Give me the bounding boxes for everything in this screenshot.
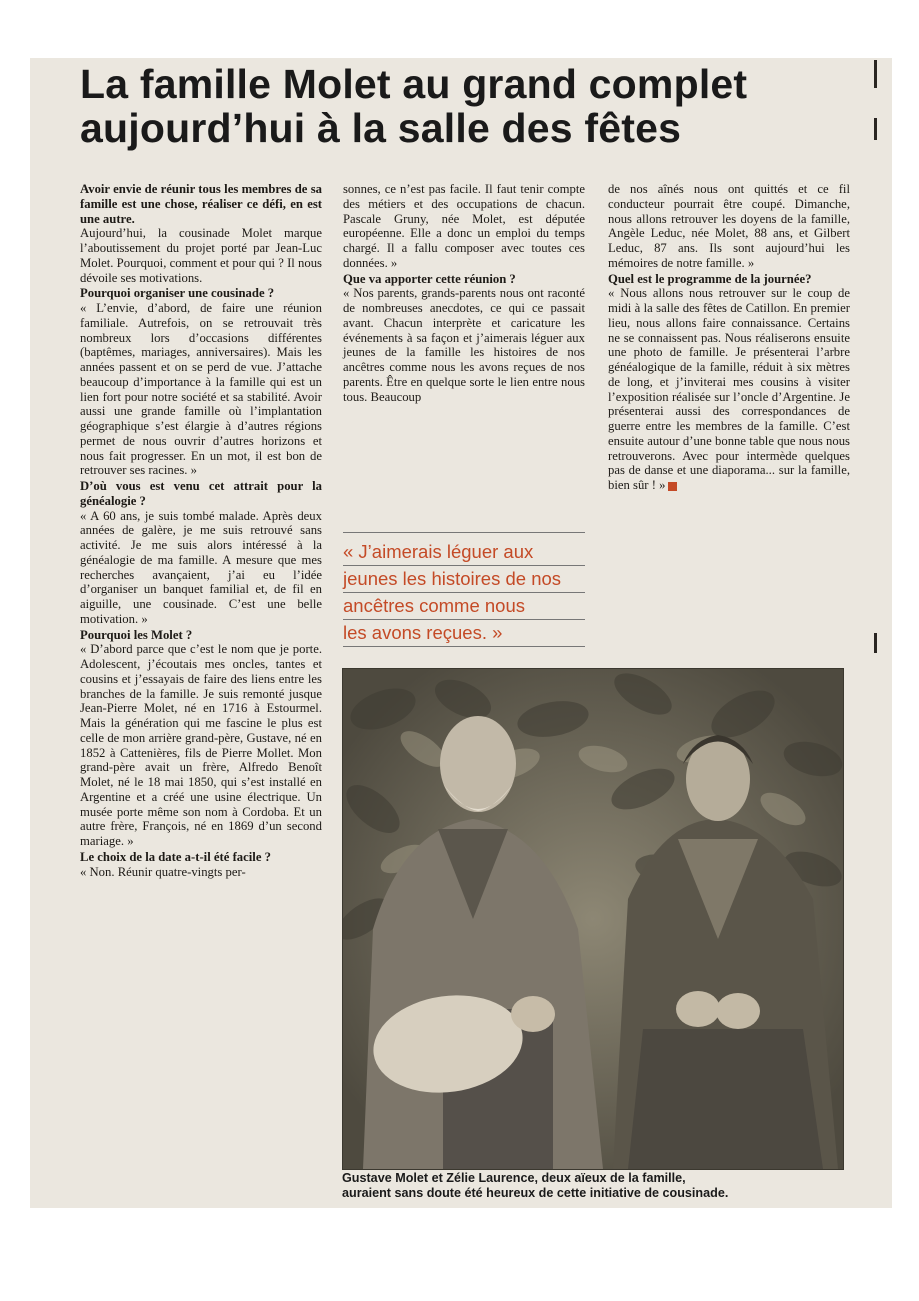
interview-question: Le choix de la date a-t-il été facile ? [80, 849, 271, 864]
column-1 [80, 182, 322, 879]
pull-quote [343, 532, 585, 647]
article-lead: Avoir envie de réunir tous les membres de sa famille est une chose, réaliser ce défi, en est une autre. [80, 182, 322, 226]
interview-question: D’où vous est venu cet attrait pour la généalogie ? [80, 479, 322, 508]
paragraph: « D’abord parce que c’est le nom que je porte. Adolescent, j’écoutais mes oncles, tantes et cousins et j’essayais de faire des liens entre les branches de la famille. Je suis remonté jusque Jean-Pierre Molet, né en 1716 à Estourmel. Mais la génération qui me fascine le plus est celle de mon arrière grand-père, Gustave, né en 1852 à Cattenières, fils de Pierre Mollet. Mon grand-père avait un frère, Alfredo Benoît Molet, né le 18 mai 1850, qui s’est installé en Argentine et a créé une usine électrique. Un musée porte même son nom à Cordoba. Et un autre frère, François, né en 1869 d’un second mariage. » [80, 642, 322, 848]
family-photo [342, 668, 844, 1170]
paragraph: de nos aînés nous ont quittés et ce fil conducteur pourrait être coupé. Dimanche, nous allons retrouver les doyens de la famille, Angèle Leduc, née Molet, 88 ans, et Gilbert Leduc, 87 ans. Ils sont aujourd’hui les mémoires de notre famille. » [608, 182, 850, 270]
photo-illustration [343, 669, 843, 1169]
end-of-article-mark [668, 482, 677, 491]
edge-mark [874, 60, 877, 88]
interview-question: Quel est le programme de la journée? [608, 271, 812, 286]
newspaper-clipping [30, 58, 892, 1208]
paragraph: « A 60 ans, je suis tombé malade. Après deux années de galère, je me suis retrouvé sans activité. Je me suis alors intéressé à la généalogie de ma famille. A mesure que mes recherches avançaient, j’ai eu l’idée d’organiser un banquet familial et, de fil en aiguille, une cousinade. C’est une belle motivation. » [80, 508, 322, 626]
interview-question: Pourquoi organiser une cousinade ? [80, 286, 275, 301]
column-3 [608, 182, 850, 493]
paragraph: Aujourd’hui, la cousinade Molet marque l’aboutissement du projet porté par Jean-Luc Molet. Pourquoi, comment et pour qui ? Il nous dévoile ses motivations. [80, 226, 322, 285]
pull-quote-line-4: les avons reçues. » [343, 620, 585, 647]
paragraph: « Nos parents, grands-parents nous ont raconté de nombreuses anecdotes, ce qui ce passait avant. Chacun interprète et caricature les événements à sa façon et j’aimerais léguer aux jeunes de la famille les histoires de nos ancêtres comme nous les avons reçues de nos parents. Être en quelque sorte le lien entre nous tous. Beaucoup [343, 286, 585, 404]
paragraph: « Non. Réunir quatre-vingts per- [80, 864, 246, 879]
caption-line-1: Gustave Molet et Zélie Laurence, deux aïeux de la famille, [342, 1171, 686, 1185]
paragraph: « L’envie, d’abord, de faire une réunion familiale. Autrefois, on se retrouvait très nombreux lors d’occasions différentes (baptêmes, mariages, anniversaires). Mais les années passent et on se perd de vue. J’attache beaucoup d’importance à la famille qui est un lien fort pour notre société et sa stabilité. Avoir aussi une grande famille où l’implantation géographique s’est élargie à d’autres régions permet de nous ouvrir d’autres horizons et nous fait progresser. En un mot, il est bon de retrouver ses racines. » [80, 301, 322, 478]
headline [80, 62, 860, 150]
interview-question: Pourquoi les Molet ? [80, 627, 193, 642]
headline-line-2: aujourd’hui à la salle des fêtes [80, 105, 682, 151]
paragraph: « Nous allons nous retrouver sur le coup de midi à la salle des fêtes de Catillon. En premier lieu, nous allons faire connaissance. Certains ne se connaissent pas. Nous réaliserons ensuite une photo de famille. Je présenterai l’arbre généalogique de la famille, réduit à six mètres de long, et j’inviterai mes cousins à visiter l’exposition réalisée sur l’oncle d’Argentine. Je présenterai aussi des correspondances de guerre entre les membres de la famille. C’est ensuite autour d’une bonne table que nous nous retrouverons. Avec pour intermède quelques pas de danse et une diaporama... sur la famille, bien sûr ! » [608, 286, 850, 492]
edge-mark [874, 118, 877, 140]
caption-line-2: auraient sans doute été heureux de cette initiative de cousinade. [342, 1186, 729, 1200]
photo-caption [342, 1171, 852, 1201]
edge-mark [874, 633, 877, 653]
pull-quote-line-1: « J’aimerais léguer aux [343, 539, 585, 566]
column-2 [343, 182, 585, 404]
pull-quote-line-3: ancêtres comme nous [343, 593, 585, 620]
pull-quote-line-2: jeunes les histoires de nos [343, 566, 585, 593]
interview-question: Que va apporter cette réunion ? [343, 271, 516, 286]
headline-line-1: La famille Molet au grand complet [80, 61, 748, 107]
paragraph: sonnes, ce n’est pas facile. Il faut tenir compte des métiers et des occupations de chacun. Pascale Gruny, née Molet, est députée européenne. Elle a donc un emploi du temps chargé. Il a fallu composer avec toutes ces données. » [343, 182, 585, 270]
